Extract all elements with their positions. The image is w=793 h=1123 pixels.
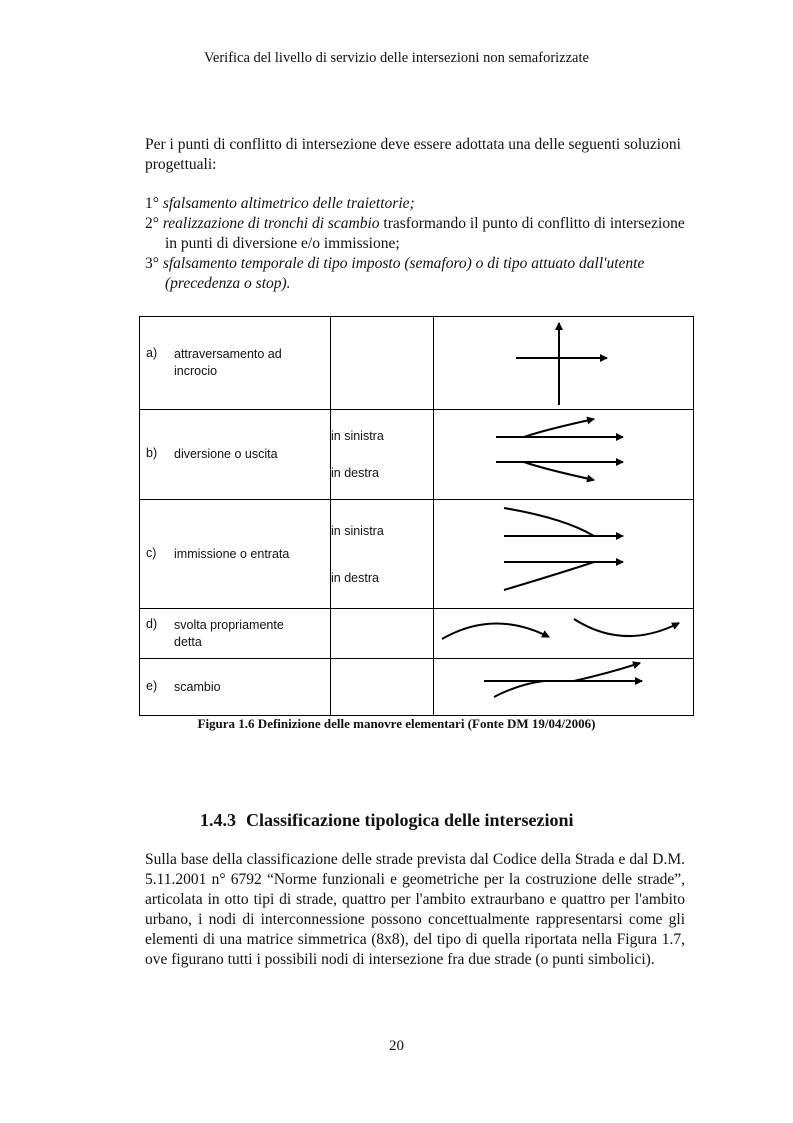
arrow-merge-right xyxy=(504,562,594,590)
row-letter: e) xyxy=(146,678,158,693)
side-cell xyxy=(331,500,434,609)
arrow-weave-in xyxy=(494,681,544,697)
row-letter: d) xyxy=(146,616,158,631)
diagram-cell xyxy=(434,659,694,716)
solutions-list xyxy=(145,194,685,294)
manoeuvre-table xyxy=(139,316,694,716)
manoeuvre-label-cell xyxy=(140,659,331,716)
turn-diagram xyxy=(434,609,693,658)
solution-number: 1° xyxy=(145,195,159,212)
table-row xyxy=(140,609,694,659)
arrow-turn-right xyxy=(574,619,679,636)
solution-number: 2° xyxy=(145,215,159,232)
side-cell xyxy=(331,317,434,410)
diagram-cell xyxy=(434,609,694,659)
section-number: 1.4.3 xyxy=(200,810,236,830)
solution-item xyxy=(145,254,685,294)
solution-item xyxy=(145,194,685,214)
arrow-weave-out xyxy=(574,663,640,681)
running-header: Verifica del livello di servizio delle intersezioni non semaforizzate xyxy=(204,50,589,66)
diagram-cell xyxy=(434,500,694,609)
manoeuvre-label-cell xyxy=(140,317,331,410)
row-letter: b) xyxy=(146,446,158,460)
solution-number: 3° xyxy=(145,255,159,272)
manoeuvre-label: diversione o uscita xyxy=(174,447,278,461)
manoeuvre-label: immissione o entrata xyxy=(174,546,290,561)
table-row xyxy=(140,659,694,716)
solution-item xyxy=(145,214,685,254)
table-row xyxy=(140,317,694,410)
row-letter: a) xyxy=(146,346,158,360)
intro-paragraph: Per i punti di conflitto di intersezione deve essere adottata una delle seguenti soluzioni progettuali: xyxy=(145,136,681,173)
manoeuvre-label-cell xyxy=(140,500,331,609)
side-left-label: in sinistra xyxy=(331,523,384,538)
solution-italic: realizzazione di tronchi di scambio xyxy=(162,215,380,232)
manoeuvre-label: attraversamento ad incrocio xyxy=(174,347,282,378)
table-row xyxy=(140,500,694,609)
arrow-diverge-right xyxy=(524,462,594,480)
side-cell xyxy=(331,609,434,659)
diagram-cell xyxy=(434,410,694,500)
side-right-label: in destra xyxy=(331,466,379,480)
merge-diagram xyxy=(434,500,693,608)
page-number: 20 xyxy=(389,1038,404,1054)
manoeuvre-label: svolta propriamente detta xyxy=(174,617,284,649)
body-paragraph: Sulla base della classificazione delle strade prevista dal Codice della Strada e dal D.M. 5.11.2001 n° 6792 “Norme funzionali e geometriche per la costruzione delle strade”, articolata in otto tipi di strade, quattro per l'ambito extraurbano e quattro per l'ambito urbano, i nodi di interconnessione possono concettualmente rappresentarsi come gli elementi di una matrice simmetrica (8x8), del tipo di quella riportata nella Figura 1.7, ove figurano tutti i possibili nodi di intersezione fra due strade (o punti simbolici). xyxy=(145,851,685,968)
solution-text: trasformando il punto di conflitto di intersezione in punti di diversione e/o immissione; xyxy=(165,215,685,252)
diverge-diagram xyxy=(434,410,693,499)
row-letter: c) xyxy=(146,545,157,560)
side-cell xyxy=(331,410,434,500)
arrow-diverge-left xyxy=(524,419,594,437)
crossing-diagram xyxy=(434,317,693,409)
side-left-label: in sinistra xyxy=(331,429,384,443)
arrow-turn-left xyxy=(442,623,549,639)
arrow-merge-left xyxy=(504,508,594,536)
section-heading xyxy=(200,810,573,831)
section-title: Classificazione tipologica delle intersezioni xyxy=(246,810,574,830)
diagram-cell xyxy=(434,317,694,410)
figure-caption: Figura 1.6 Definizione delle manovre elementari (Fonte DM 19/04/2006) xyxy=(197,716,596,731)
weave-diagram xyxy=(434,659,693,715)
side-cell xyxy=(331,659,434,716)
manoeuvre-label-cell xyxy=(140,410,331,500)
table-row xyxy=(140,410,694,500)
solution-italic: sfalsamento altimetrico delle traiettorie; xyxy=(162,195,415,212)
manoeuvre-label-cell xyxy=(140,609,331,659)
manoeuvre-label: scambio xyxy=(174,679,221,694)
side-right-label: in destra xyxy=(331,570,379,585)
solution-italic: sfalsamento temporale di tipo imposto (semaforo) o di tipo attuato dall'utente (precedenza o stop). xyxy=(162,255,645,292)
